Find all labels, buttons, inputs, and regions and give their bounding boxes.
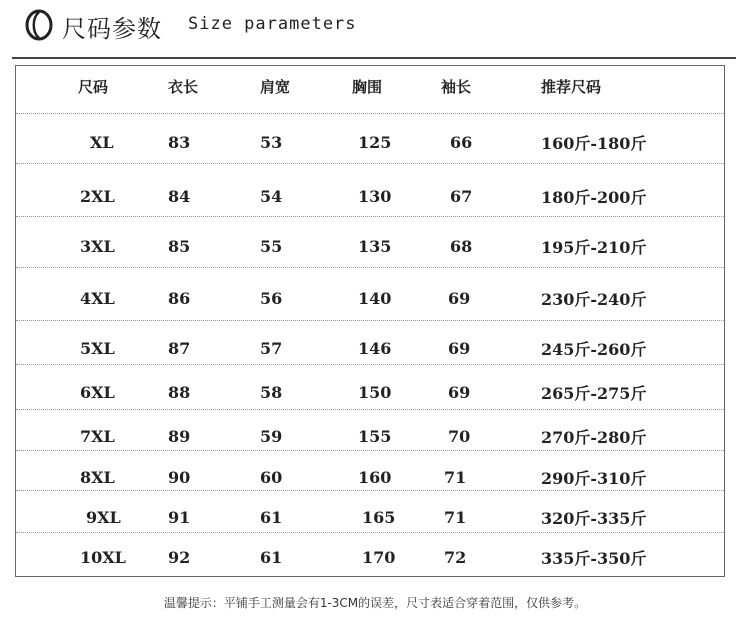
header-length: 衣长: [168, 77, 199, 96]
cell-size: 5XL: [80, 338, 115, 358]
cell-length: 88: [168, 382, 191, 402]
cell-length: 83: [168, 132, 191, 152]
cell-size: 3XL: [80, 236, 115, 256]
table-header-row: [16, 63, 724, 109]
cell-shoulder: 56: [260, 288, 283, 308]
size-table: [15, 65, 725, 577]
brand-logo-icon: [24, 8, 54, 42]
cell-recommended: 245斤-260斤: [541, 339, 647, 359]
table-row: [16, 275, 724, 321]
cell-sleeve: 72: [444, 547, 467, 567]
cell-size: XL: [90, 132, 114, 152]
cell-sleeve: 66: [450, 132, 473, 152]
cell-recommended: 180斤-200斤: [541, 187, 647, 207]
cell-length: 89: [168, 426, 191, 446]
cell-size: 9XL: [86, 507, 121, 527]
cell-chest: 170: [362, 547, 396, 567]
cell-length: 84: [168, 186, 191, 206]
cell-sleeve: 69: [448, 382, 471, 402]
cell-sleeve: 69: [448, 338, 471, 358]
cell-shoulder: 53: [260, 132, 283, 152]
cell-size: 4XL: [80, 288, 115, 308]
cell-size: 10XL: [80, 547, 126, 567]
cell-shoulder: 55: [260, 236, 283, 256]
header-shoulder: 肩宽: [260, 77, 291, 96]
cell-length: 86: [168, 288, 191, 308]
cell-sleeve: 71: [444, 507, 467, 527]
cell-sleeve: 69: [448, 288, 471, 308]
cell-recommended: 335斤-350斤: [541, 548, 647, 568]
page-title: 尺码参数: [62, 15, 162, 43]
cell-sleeve: 67: [450, 186, 473, 206]
cell-sleeve: 70: [448, 426, 471, 446]
cell-shoulder: 61: [260, 507, 283, 527]
cell-size: 8XL: [80, 467, 115, 487]
cell-shoulder: 54: [260, 186, 283, 206]
cell-recommended: 230斤-240斤: [541, 289, 647, 309]
cell-length: 85: [168, 236, 191, 256]
table-row: [16, 173, 724, 219]
cell-shoulder: 59: [260, 426, 283, 446]
cell-shoulder: 60: [260, 467, 283, 487]
cell-length: 92: [168, 547, 191, 567]
page-header: [0, 0, 750, 60]
table-row: [16, 369, 724, 415]
cell-shoulder: 58: [260, 382, 283, 402]
cell-chest: 130: [358, 186, 392, 206]
cell-size: 7XL: [80, 426, 115, 446]
header-chest: 胸围: [352, 77, 383, 96]
table-row: [16, 325, 724, 371]
cell-recommended: 290斤-310斤: [541, 468, 647, 488]
page-subtitle: Size parameters: [188, 14, 357, 34]
cell-chest: 160: [358, 467, 392, 487]
cell-recommended: 265斤-275斤: [541, 383, 647, 403]
cell-recommended: 270斤-280斤: [541, 427, 647, 447]
cell-length: 91: [168, 507, 191, 527]
header-sleeve: 袖长: [441, 77, 472, 96]
cell-chest: 146: [358, 338, 392, 358]
cell-chest: 125: [358, 132, 392, 152]
cell-sleeve: 71: [444, 467, 467, 487]
table-row: [16, 119, 724, 165]
header-divider: [12, 57, 736, 59]
table-row: [16, 413, 724, 459]
cell-chest: 150: [358, 382, 392, 402]
cell-chest: 135: [358, 236, 392, 256]
cell-chest: 155: [358, 426, 392, 446]
table-row: [16, 534, 724, 580]
cell-recommended: 195斤-210斤: [541, 237, 647, 257]
cell-chest: 165: [362, 507, 396, 527]
cell-shoulder: 61: [260, 547, 283, 567]
cell-length: 87: [168, 338, 191, 358]
header-recommended: 推荐尺码: [541, 77, 602, 96]
footer-note: 温馨提示：平铺手工测量会有1-3CM的误差，尺寸表适合穿着范围，仅供参考。: [163, 596, 587, 610]
cell-recommended: 320斤-335斤: [541, 508, 647, 528]
cell-length: 90: [168, 467, 191, 487]
cell-size: 6XL: [80, 382, 115, 402]
cell-size: 2XL: [80, 186, 115, 206]
cell-shoulder: 57: [260, 338, 283, 358]
cell-recommended: 160斤-180斤: [541, 133, 647, 153]
row-separator: [16, 113, 724, 114]
table-row: [16, 223, 724, 269]
cell-sleeve: 68: [450, 236, 473, 256]
cell-chest: 140: [358, 288, 392, 308]
header-size: 尺码: [78, 77, 109, 96]
